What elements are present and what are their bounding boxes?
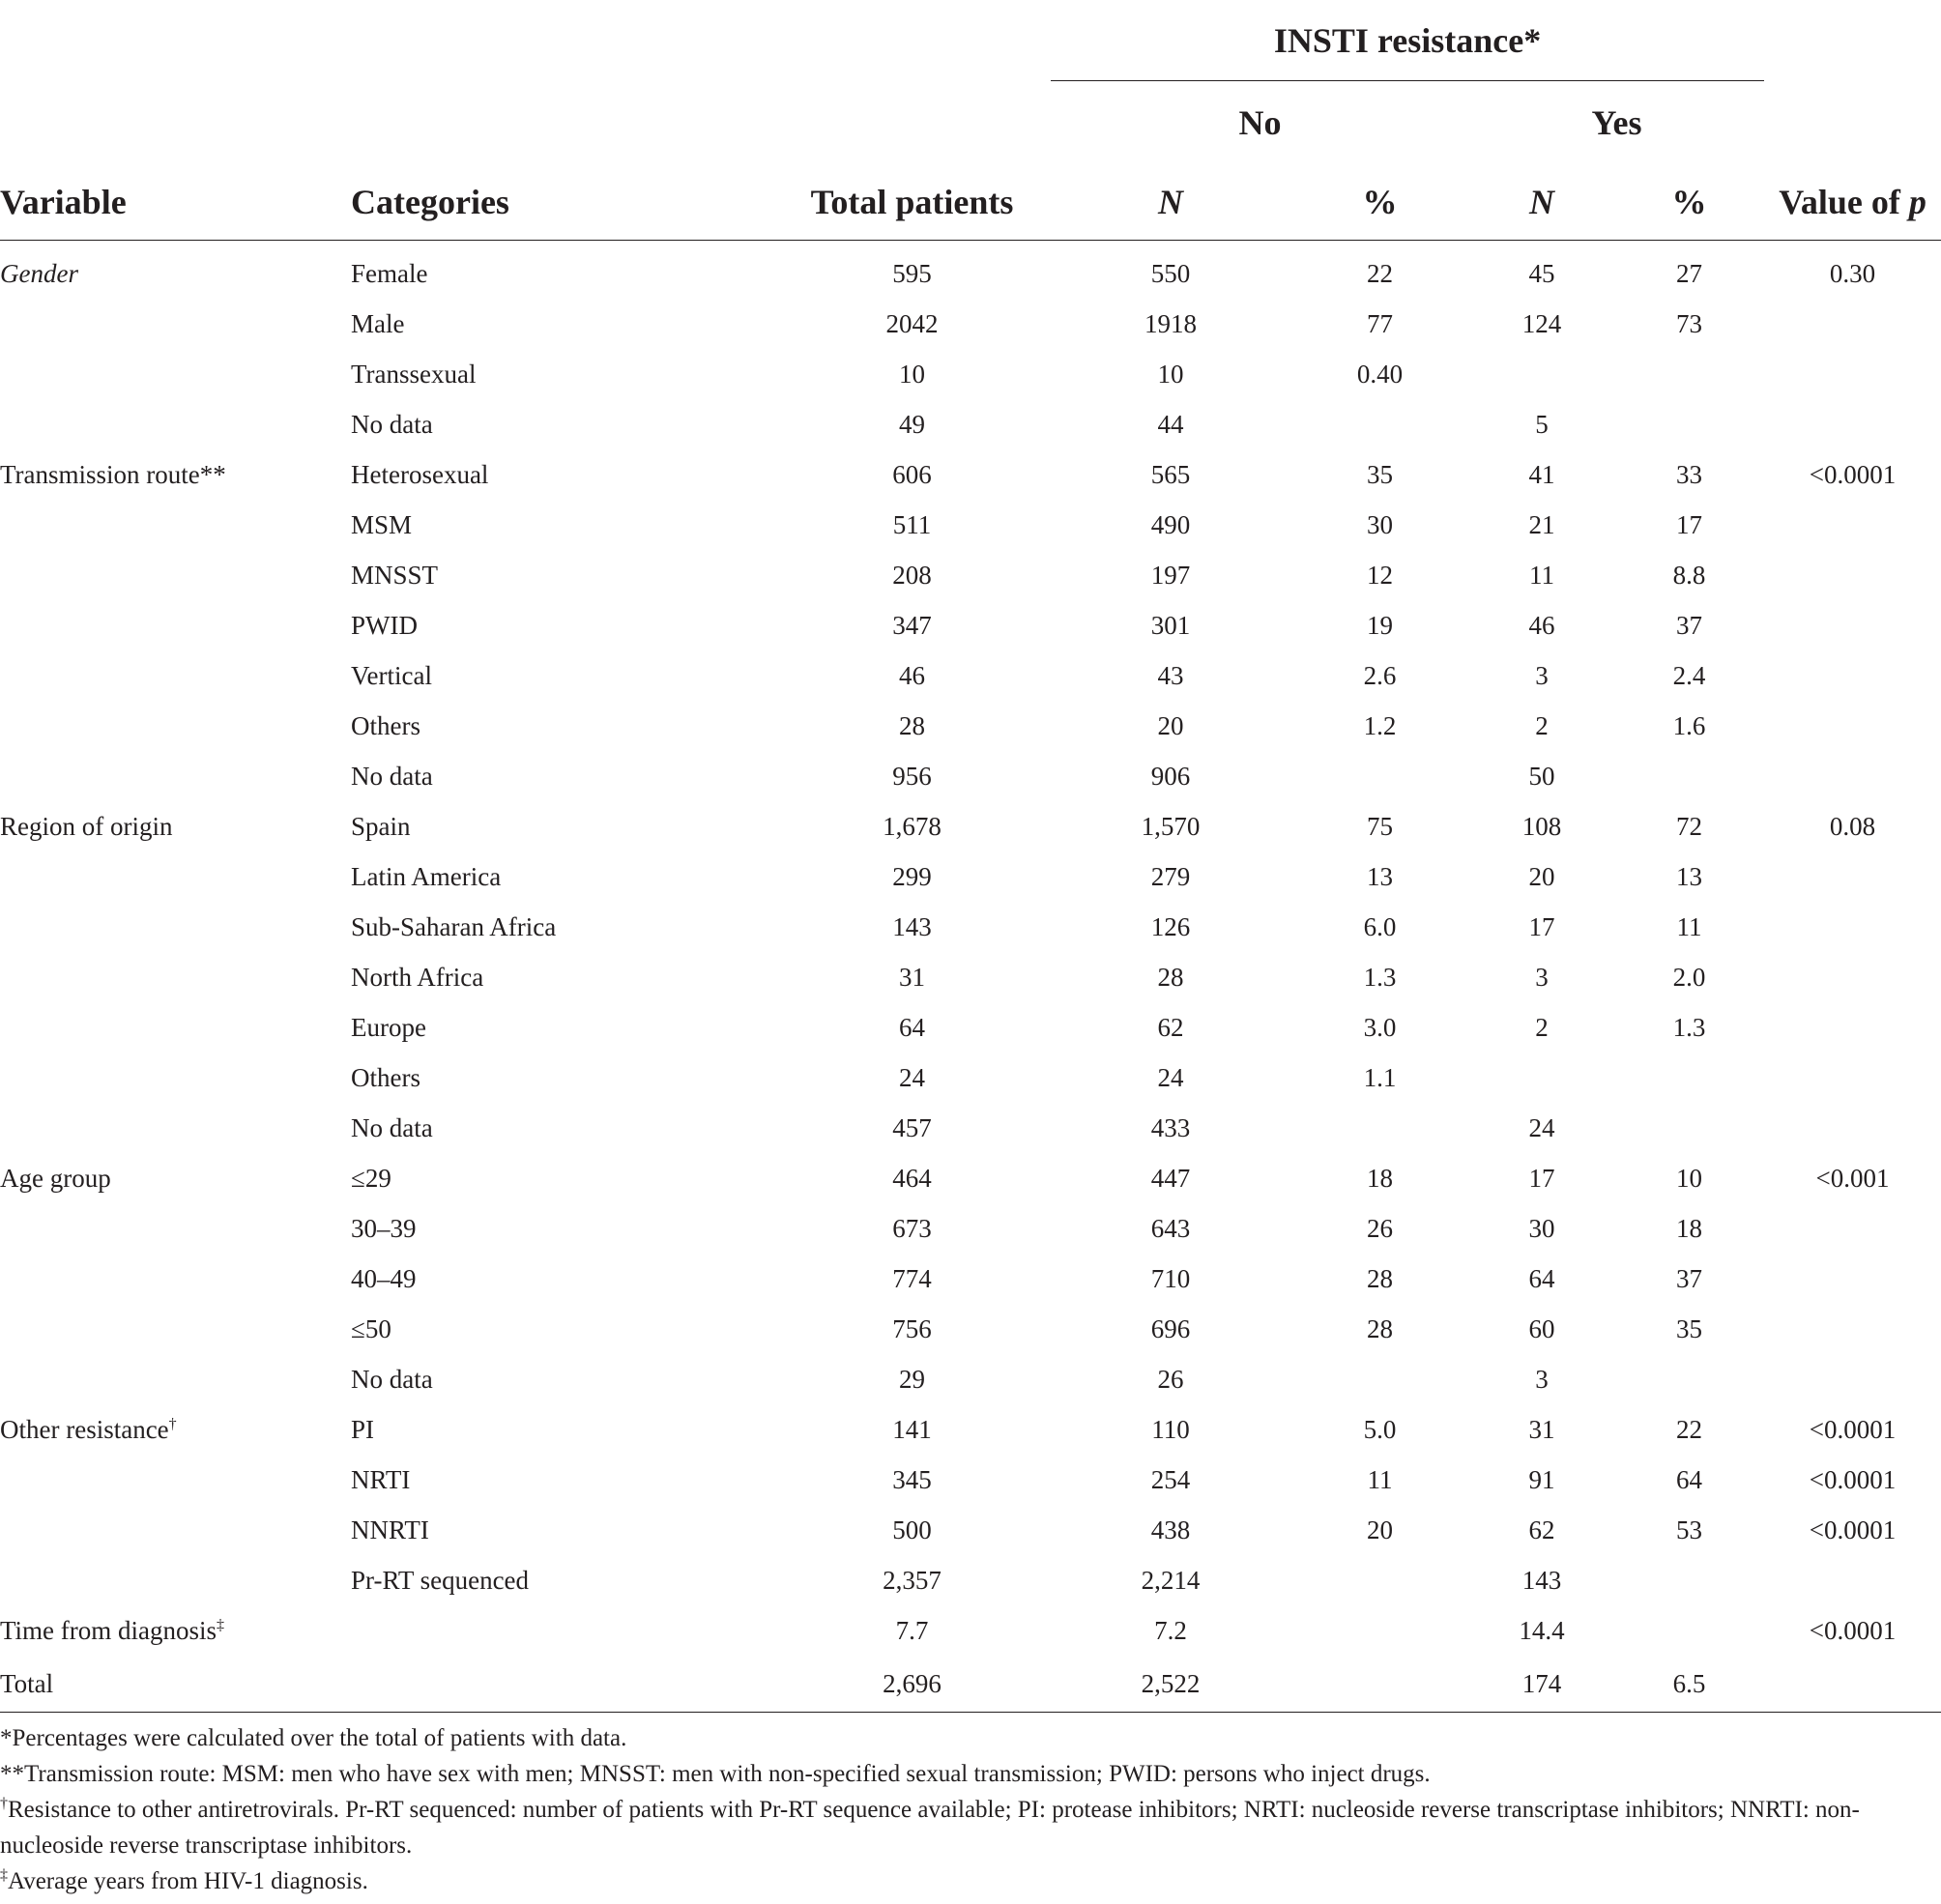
no-n-cell: 197: [1150, 560, 1191, 590]
no-percent-cell: 1.2: [1363, 710, 1397, 740]
table-row: [0, 1053, 1941, 1103]
table-row: [0, 1455, 1941, 1505]
p-value-cell: [1764, 851, 1941, 902]
category-cell: ≤50: [351, 1313, 391, 1343]
table-row: [0, 751, 1941, 801]
no-percent-cell: 30: [1367, 509, 1393, 539]
table-row: [0, 1203, 1941, 1254]
yes-n-cell: 14.4: [1519, 1615, 1565, 1645]
yes-percent-cell: 2.4: [1672, 660, 1706, 690]
yes-percent-cell: 1.3: [1672, 1012, 1706, 1042]
total-patients-cell: 10: [899, 359, 925, 389]
yes-percent-cell: [1614, 1605, 1764, 1656]
no-percent-cell: 28: [1367, 1313, 1393, 1343]
no-percent-column-header: %: [1290, 157, 1469, 241]
total-patients-column-header: Total patients: [773, 157, 1051, 241]
variable-cell: [0, 701, 351, 751]
category-cell: ≤29: [351, 1163, 391, 1193]
total-patients-cell: 2042: [885, 308, 939, 338]
total-patients-cell: 457: [892, 1112, 932, 1142]
yes-percent-cell: 18: [1676, 1213, 1703, 1243]
total-patients-cell: 500: [892, 1515, 932, 1544]
total-patients-cell: 511: [892, 509, 932, 539]
no-group-header: No: [1238, 103, 1282, 142]
yes-percent-cell: 10: [1676, 1163, 1703, 1193]
total-patients-cell: 673: [892, 1213, 932, 1243]
no-n-cell: 2,522: [1051, 1656, 1290, 1713]
yes-percent-cell: 17: [1676, 509, 1703, 539]
no-n-cell: 438: [1150, 1515, 1191, 1544]
yes-n-cell: 11: [1529, 560, 1554, 590]
category-cell: No data: [351, 761, 433, 791]
yes-percent-cell: [1614, 1555, 1764, 1605]
variable-cell: [0, 650, 351, 701]
table-row: [0, 650, 1941, 701]
yes-n-cell: 20: [1528, 861, 1555, 891]
table-row: [0, 1354, 1941, 1404]
yes-n-cell: 91: [1528, 1464, 1555, 1494]
variable-cell: [0, 1103, 351, 1153]
p-value-cell: [1764, 1555, 1941, 1605]
table-row: [0, 449, 1941, 500]
total-patients-cell: 347: [892, 610, 932, 640]
yes-n-cell: 60: [1528, 1313, 1555, 1343]
yes-n-cell: 24: [1528, 1112, 1555, 1142]
table-row: [0, 1555, 1941, 1605]
yes-percent-cell: 72: [1676, 811, 1703, 841]
variable-cell: [0, 751, 351, 801]
p-value-cell: [1764, 952, 1941, 1002]
table-row: [0, 1103, 1941, 1153]
yes-percent-cell: 33: [1676, 459, 1703, 489]
no-n-cell: 710: [1150, 1263, 1191, 1293]
table-row: [0, 902, 1941, 952]
no-n-cell: 20: [1157, 710, 1184, 740]
footnote: **Transmission route: MSM: men who have sex with men; MNSST: men with non-specified sexual transmission; PWID: persons who inject drugs.: [0, 1761, 1431, 1787]
yes-n-cell: [1469, 349, 1614, 399]
no-percent-cell: 19: [1367, 610, 1393, 640]
yes-n-cell: 17: [1528, 911, 1555, 941]
p-value-column-header: Value of p: [1764, 157, 1941, 241]
total-patients-cell: 595: [892, 258, 932, 288]
no-percent-cell: [1290, 1555, 1469, 1605]
yes-percent-cell: [1614, 1053, 1764, 1103]
total-patients-cell: 299: [892, 861, 932, 891]
no-percent-cell: 13: [1367, 861, 1393, 891]
category-cell: North Africa: [351, 962, 484, 992]
no-n-cell: 1,570: [1141, 811, 1201, 841]
variable-cell: [0, 1002, 351, 1053]
total-patients-cell: 2,357: [883, 1565, 942, 1595]
category-cell: 40–49: [351, 1263, 417, 1293]
no-percent-cell: 28: [1367, 1263, 1393, 1293]
category-cell: Europe: [351, 1012, 426, 1042]
variable-cell: [0, 600, 351, 650]
yes-n-cell: 31: [1528, 1414, 1555, 1444]
variable-cell: [0, 902, 351, 952]
total-patients-cell: 2,696: [773, 1656, 1051, 1713]
category-cell: 30–39: [351, 1213, 417, 1243]
p-value-cell: [1764, 701, 1941, 751]
variable-cell: [0, 1203, 351, 1254]
yes-percent-cell: [1614, 1354, 1764, 1404]
table-row: [0, 801, 1941, 851]
yes-n-cell: 3: [1535, 660, 1549, 690]
category-cell: [351, 1656, 773, 1713]
no-percent-cell: [1290, 1103, 1469, 1153]
variable-cell: [0, 1354, 351, 1404]
table-row: [0, 600, 1941, 650]
p-value-cell: <0.0001: [1809, 1414, 1897, 1444]
category-cell: MNSST: [351, 560, 439, 590]
no-n-cell: 62: [1157, 1012, 1184, 1042]
total-patients-cell: 956: [892, 761, 932, 791]
yes-n-cell: 3: [1535, 962, 1549, 992]
variable-cell: [0, 1304, 351, 1354]
no-n-cell: 126: [1150, 911, 1191, 941]
p-value-cell: [1764, 1103, 1941, 1153]
no-percent-cell: 22: [1367, 258, 1393, 288]
no-percent-cell: [1290, 751, 1469, 801]
no-percent-cell: 0.40: [1356, 359, 1404, 389]
yes-n-cell: 174: [1469, 1656, 1614, 1713]
yes-percent-cell: 37: [1676, 610, 1703, 640]
insti-resistance-group-header: INSTI resistance*: [1051, 0, 1764, 81]
total-patients-cell: 7.7: [895, 1615, 929, 1645]
category-cell: NRTI: [351, 1464, 411, 1494]
no-n-cell: 447: [1150, 1163, 1191, 1193]
no-n-cell: 490: [1150, 509, 1191, 539]
no-percent-cell: 5.0: [1363, 1414, 1397, 1444]
variable-column-header: Variable: [0, 157, 351, 241]
category-cell: NNRTI: [351, 1515, 429, 1544]
no-n-cell: 7.2: [1154, 1615, 1187, 1645]
no-n-cell: 565: [1150, 459, 1191, 489]
yes-percent-cell: [1614, 751, 1764, 801]
table-row: [0, 1153, 1941, 1203]
p-value-cell: <0.0001: [1809, 1515, 1897, 1544]
table-row: [0, 299, 1941, 349]
table-row: [0, 1656, 1941, 1713]
yes-n-cell: 21: [1528, 509, 1555, 539]
no-n-column-header: N: [1051, 157, 1290, 241]
variable-cell: [0, 1455, 351, 1505]
yes-percent-cell: [1614, 1103, 1764, 1153]
table-row: [0, 500, 1941, 550]
no-n-cell: 301: [1150, 610, 1191, 640]
yes-n-cell: 3: [1535, 1364, 1549, 1394]
table-row: [0, 550, 1941, 600]
no-n-cell: 279: [1150, 861, 1191, 891]
total-patients-cell: 24: [899, 1062, 925, 1092]
no-n-cell: 1918: [1144, 308, 1197, 338]
yes-percent-cell: 13: [1676, 861, 1703, 891]
variable-cell: Other resistance†: [0, 1414, 177, 1444]
no-percent-cell: 6.0: [1363, 911, 1397, 941]
total-patients-cell: 345: [892, 1464, 932, 1494]
total-patients-cell: 1,678: [883, 811, 942, 841]
yes-n-cell: 62: [1528, 1515, 1555, 1544]
yes-percent-cell: 73: [1676, 308, 1703, 338]
no-percent-cell: 3.0: [1363, 1012, 1397, 1042]
p-value-cell: [1764, 1053, 1941, 1103]
no-percent-cell: 18: [1367, 1163, 1393, 1193]
variable-cell: [0, 1505, 351, 1555]
table-row: [0, 1505, 1941, 1555]
yes-group-header: Yes: [1591, 103, 1642, 142]
variable-cell: Gender: [0, 258, 78, 288]
variable-cell: [0, 349, 351, 399]
yes-percent-cell: 22: [1676, 1414, 1703, 1444]
no-n-cell: 550: [1150, 258, 1191, 288]
category-cell: Others: [351, 1062, 420, 1092]
total-patients-cell: 208: [892, 560, 932, 590]
variable-cell: [0, 500, 351, 550]
no-n-cell: 2,214: [1141, 1565, 1201, 1595]
table-row: [0, 952, 1941, 1002]
category-cell: No data: [351, 409, 433, 439]
category-cell: No data: [351, 1112, 433, 1142]
table-row: [0, 1254, 1941, 1304]
variable-cell: Transmission route**: [0, 459, 226, 489]
category-cell: Others: [351, 710, 420, 740]
total-patients-cell: 31: [899, 962, 925, 992]
p-value-cell: [1764, 1354, 1941, 1404]
no-n-cell: 26: [1157, 1364, 1184, 1394]
no-percent-cell: [1290, 1354, 1469, 1404]
no-percent-cell: 1.1: [1363, 1062, 1397, 1092]
yes-n-cell: 41: [1528, 459, 1555, 489]
no-n-cell: 10: [1157, 359, 1184, 389]
no-percent-cell: 35: [1367, 459, 1393, 489]
category-cell: Heterosexual: [351, 459, 489, 489]
yes-n-cell: [1469, 1053, 1614, 1103]
categories-column-header: Categories: [351, 157, 773, 241]
no-n-cell: 24: [1157, 1062, 1184, 1092]
category-cell: Latin America: [351, 861, 502, 891]
total-patients-cell: 49: [899, 409, 925, 439]
total-patients-cell: 464: [892, 1163, 932, 1193]
table-row: [0, 1304, 1941, 1354]
p-value-cell: [1764, 650, 1941, 701]
no-n-cell: 696: [1150, 1313, 1191, 1343]
variable-cell: [0, 851, 351, 902]
variable-cell: Region of origin: [0, 811, 173, 841]
yes-n-cell: 124: [1521, 308, 1562, 338]
total-patients-cell: 28: [899, 710, 925, 740]
table-row: [0, 399, 1941, 449]
yes-n-cell: 46: [1528, 610, 1555, 640]
table-row: [0, 241, 1941, 300]
yes-n-column-header: N: [1469, 157, 1614, 241]
p-value-cell: <0.0001: [1809, 1464, 1897, 1494]
no-n-cell: 433: [1150, 1112, 1191, 1142]
yes-percent-cell: 53: [1676, 1515, 1703, 1544]
variable-cell: [0, 1555, 351, 1605]
total-patients-cell: 46: [899, 660, 925, 690]
p-value-cell: [1764, 399, 1941, 449]
p-value-cell: [1764, 1203, 1941, 1254]
no-percent-cell: 12: [1367, 560, 1393, 590]
p-value-cell: [1764, 500, 1941, 550]
yes-n-cell: 50: [1528, 761, 1555, 791]
variable-cell: Age group: [0, 1163, 111, 1193]
total-patients-cell: 64: [899, 1012, 925, 1042]
yes-percent-cell: 64: [1676, 1464, 1703, 1494]
p-value-cell: <0.0001: [1809, 459, 1897, 489]
table-row: [0, 851, 1941, 902]
p-value-cell: [1764, 349, 1941, 399]
p-value-cell: [1764, 1304, 1941, 1354]
yes-n-cell: 30: [1528, 1213, 1555, 1243]
category-cell: Sub-Saharan Africa: [351, 911, 557, 941]
total-patients-cell: 141: [892, 1414, 932, 1444]
footnote: ‡Average years from HIV-1 diagnosis.: [0, 1866, 368, 1894]
yes-percent-cell: 35: [1676, 1313, 1703, 1343]
category-cell: Vertical: [351, 660, 432, 690]
p-value-cell: [1764, 751, 1941, 801]
p-value-cell: [1764, 1002, 1941, 1053]
p-value-cell: [1764, 902, 1941, 952]
yes-n-cell: 2: [1535, 1012, 1549, 1042]
total-patients-cell: 143: [892, 911, 932, 941]
table-row: [0, 701, 1941, 751]
no-percent-cell: 75: [1367, 811, 1393, 841]
yes-n-cell: 108: [1521, 811, 1562, 841]
variable-cell: [0, 399, 351, 449]
table-row: [0, 1605, 1941, 1656]
no-n-cell: 643: [1150, 1213, 1191, 1243]
p-value-cell: [1764, 600, 1941, 650]
p-value-cell: [1764, 550, 1941, 600]
no-n-cell: 110: [1151, 1414, 1190, 1444]
footnote: †Resistance to other antiretrovirals. Pr-RT sequenced: number of patients with Pr-RT sequence available; PI: protease inhibitors; NRTI: nucleoside reverse transcriptase inhibitors; NNRTI: non-nucleoside reverse transcriptase inhibitors.: [0, 1795, 1860, 1859]
yes-percent-cell: [1614, 349, 1764, 399]
variable-cell: [0, 299, 351, 349]
p-value-cell: [1764, 1254, 1941, 1304]
p-value-cell: <0.0001: [1809, 1615, 1897, 1645]
category-cell: Spain: [351, 811, 411, 841]
no-n-cell: 43: [1157, 660, 1184, 690]
no-percent-cell: 77: [1367, 308, 1393, 338]
variable-cell: [0, 1254, 351, 1304]
no-percent-cell: 2.6: [1363, 660, 1397, 690]
total-patients-cell: 774: [892, 1263, 932, 1293]
table-header: [0, 0, 1941, 241]
category-cell: [351, 1605, 773, 1656]
p-value-cell: [1764, 1656, 1941, 1713]
yes-percent-cell: [1614, 399, 1764, 449]
table-body: [0, 241, 1941, 1713]
category-cell: PWID: [351, 610, 418, 640]
yes-n-cell: 45: [1528, 258, 1555, 288]
p-value-cell: 0.08: [1829, 811, 1876, 841]
total-patients-cell: 606: [892, 459, 932, 489]
no-percent-cell: 20: [1367, 1515, 1393, 1544]
no-percent-cell: [1290, 1605, 1469, 1656]
variable-cell: Total: [0, 1656, 351, 1713]
yes-percent-cell: 1.6: [1672, 710, 1706, 740]
category-cell: PI: [351, 1414, 375, 1444]
yes-n-cell: 5: [1535, 409, 1549, 439]
no-n-cell: 44: [1157, 409, 1184, 439]
variable-cell: [0, 952, 351, 1002]
no-percent-cell: [1290, 399, 1469, 449]
yes-n-cell: 17: [1528, 1163, 1555, 1193]
p-value-cell: <0.001: [1815, 1163, 1890, 1193]
table-row: [0, 1002, 1941, 1053]
p-value-cell: 0.30: [1829, 258, 1876, 288]
yes-n-cell: 2: [1535, 710, 1549, 740]
table-row: [0, 1404, 1941, 1455]
yes-percent-cell: 8.8: [1672, 560, 1706, 590]
category-cell: Pr-RT sequenced: [351, 1565, 530, 1595]
no-percent-cell: 1.3: [1363, 962, 1397, 992]
variable-cell: [0, 1053, 351, 1103]
yes-percent-cell: 2.0: [1672, 962, 1706, 992]
no-n-cell: 254: [1150, 1464, 1191, 1494]
no-n-cell: 906: [1150, 761, 1191, 791]
yes-percent-cell: 11: [1676, 911, 1702, 941]
yes-percent-cell: 6.5: [1614, 1656, 1764, 1713]
category-cell: Transsexual: [351, 359, 477, 389]
yes-n-cell: 64: [1528, 1263, 1555, 1293]
yes-percent-cell: 37: [1676, 1263, 1703, 1293]
total-patients-cell: 756: [892, 1313, 932, 1343]
no-percent-cell: [1290, 1656, 1469, 1713]
total-patients-cell: 29: [899, 1364, 925, 1394]
category-cell: Male: [351, 308, 405, 338]
yes-percent-cell: 27: [1676, 258, 1703, 288]
category-cell: Female: [351, 258, 428, 288]
p-value-cell: [1764, 299, 1941, 349]
category-cell: MSM: [351, 509, 413, 539]
no-n-cell: 28: [1157, 962, 1184, 992]
footnote: *Percentages were calculated over the total of patients with data.: [0, 1725, 627, 1751]
variable-cell: Time from diagnosis‡: [0, 1615, 225, 1645]
variable-cell: [0, 550, 351, 600]
yes-percent-column-header: %: [1614, 157, 1764, 241]
category-cell: No data: [351, 1364, 433, 1394]
table-footnotes: [0, 1720, 1933, 1899]
table-row: [0, 349, 1941, 399]
yes-n-cell: 143: [1521, 1565, 1562, 1595]
no-percent-cell: 11: [1367, 1464, 1393, 1494]
no-percent-cell: 26: [1367, 1213, 1393, 1243]
